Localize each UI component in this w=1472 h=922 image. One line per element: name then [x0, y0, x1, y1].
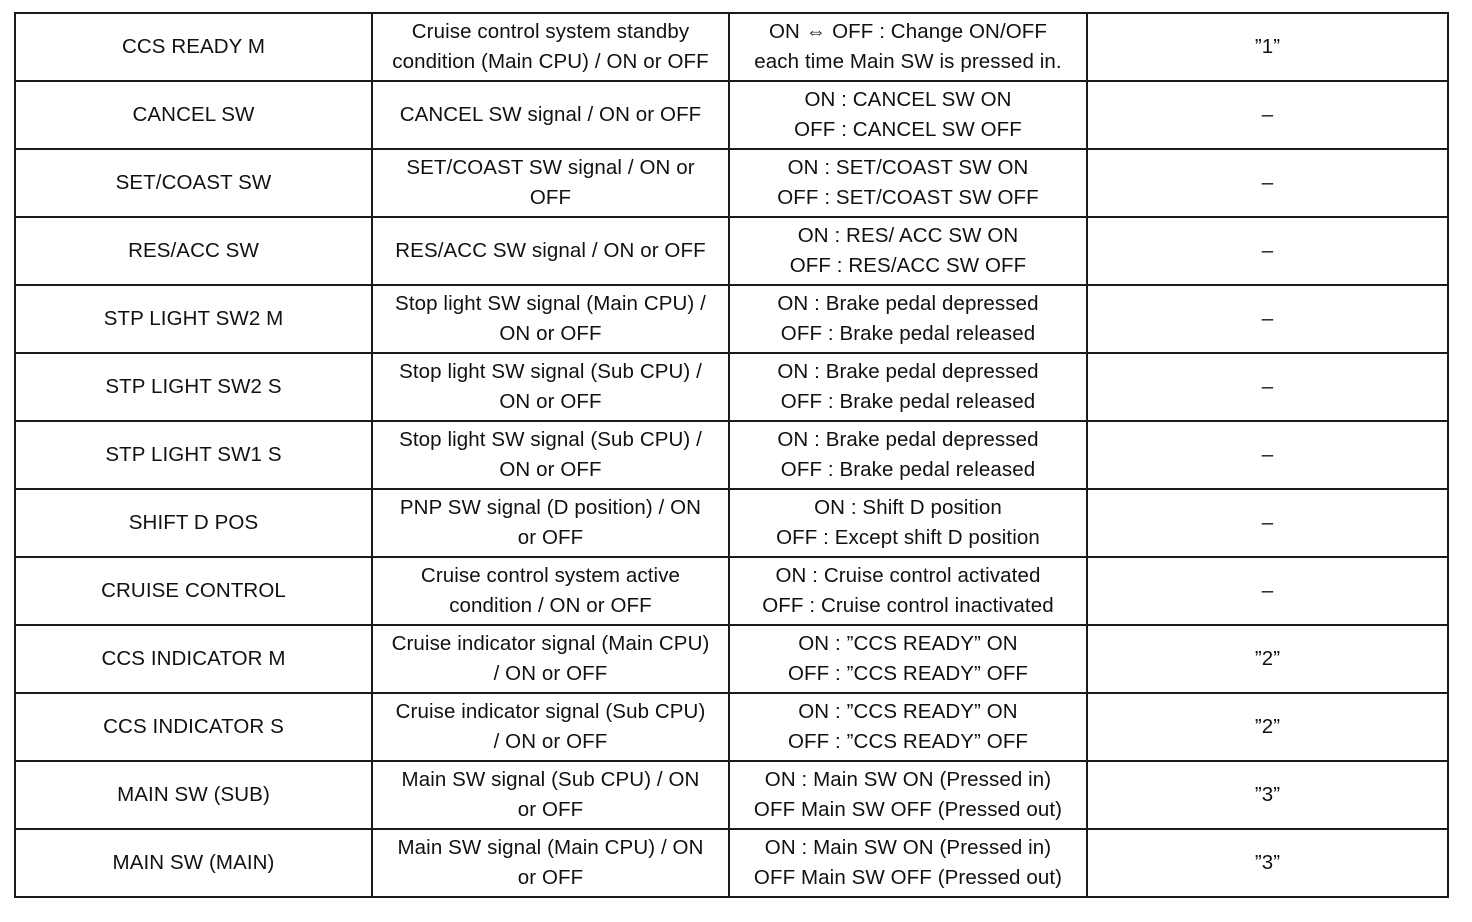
reference-text: – — [1261, 171, 1274, 194]
reference-cell — [1087, 421, 1448, 489]
value-line: ON : SET/COAST SW ON — [787, 156, 1029, 179]
description-line: Stop light SW signal (Sub CPU) / — [399, 360, 702, 383]
reference-cell — [1087, 761, 1448, 829]
value-cell — [729, 421, 1087, 489]
reference-cell — [1087, 625, 1448, 693]
reference-cell — [1087, 285, 1448, 353]
reference-text: – — [1261, 239, 1274, 262]
item-name: SHIFT D POS — [128, 511, 259, 534]
value-line: OFF : Brake pedal released — [780, 390, 1036, 413]
item-cell — [15, 81, 372, 149]
reference-text: – — [1261, 443, 1274, 466]
description-line: ON or OFF — [499, 390, 602, 413]
reference-cell — [1087, 217, 1448, 285]
item-cell — [15, 217, 372, 285]
table-row — [15, 217, 1448, 285]
value-line: ON : Main SW ON (Pressed in) — [764, 836, 1052, 859]
value-cell — [729, 353, 1087, 421]
description-line: OFF — [529, 186, 572, 209]
description-line: / ON or OFF — [493, 662, 608, 685]
item-cell — [15, 625, 372, 693]
item-cell — [15, 489, 372, 557]
value-line: ON : CANCEL SW ON — [804, 88, 1012, 111]
table-row — [15, 557, 1448, 625]
table-row — [15, 761, 1448, 829]
item-name: MAIN SW (MAIN) — [112, 851, 275, 874]
description-line: ON or OFF — [499, 322, 602, 345]
description-line: or OFF — [517, 798, 584, 821]
value-line: ON : Brake pedal depressed — [777, 292, 1039, 315]
reference-cell — [1087, 149, 1448, 217]
table-row — [15, 13, 1448, 81]
value-line: ON ⇔ OFF : Change ON/OFF — [768, 20, 1048, 43]
value-line: ON : Cruise control activated — [775, 564, 1041, 587]
value-cell — [729, 149, 1087, 217]
reference-cell — [1087, 13, 1448, 81]
item-cell — [15, 353, 372, 421]
reference-text: – — [1261, 579, 1274, 602]
description-line: or OFF — [517, 526, 584, 549]
reference-cell — [1087, 353, 1448, 421]
reference-cell — [1087, 829, 1448, 897]
value-line: OFF Main SW OFF (Pressed out) — [753, 798, 1063, 821]
description-line: Cruise indicator signal (Main CPU) — [391, 632, 710, 655]
value-line: ON : ”CCS READY” ON — [798, 700, 1018, 723]
item-cell — [15, 13, 372, 81]
item-name: MAIN SW (SUB) — [117, 783, 270, 806]
table-row — [15, 625, 1448, 693]
value-line: ON : ”CCS READY” ON — [798, 632, 1018, 655]
value-line: OFF : CANCEL SW OFF — [794, 118, 1022, 141]
value-line: OFF : SET/COAST SW OFF — [777, 186, 1039, 209]
item-name: STP LIGHT SW2 S — [105, 375, 282, 398]
value-line: OFF : RES/ACC SW OFF — [789, 254, 1027, 277]
value-cell — [729, 829, 1087, 897]
value-cell — [729, 81, 1087, 149]
item-name: SET/COAST SW — [115, 171, 272, 194]
description-cell — [372, 81, 729, 149]
description-line: or OFF — [517, 866, 584, 889]
value-line: ON : RES/ ACC SW ON — [797, 224, 1019, 247]
table-row — [15, 81, 1448, 149]
description-cell — [372, 693, 729, 761]
description-line: condition (Main CPU) / ON or OFF — [392, 50, 709, 73]
value-line: OFF : Brake pedal released — [780, 458, 1036, 481]
value-cell — [729, 761, 1087, 829]
table-row — [15, 421, 1448, 489]
value-line: OFF : Cruise control inactivated — [762, 594, 1054, 617]
reference-text: ”1” — [1254, 35, 1281, 58]
description-line: SET/COAST SW signal / ON or — [406, 156, 695, 179]
description-cell — [372, 489, 729, 557]
description-line: Main SW signal (Sub CPU) / ON — [401, 768, 700, 791]
item-cell — [15, 149, 372, 217]
description-line: ON or OFF — [499, 458, 602, 481]
reference-cell — [1087, 693, 1448, 761]
value-line: ON : Brake pedal depressed — [777, 360, 1039, 383]
reference-cell — [1087, 557, 1448, 625]
data-list-table — [14, 12, 1449, 898]
value-line: ON : Shift D position — [814, 496, 1002, 519]
value-cell — [729, 489, 1087, 557]
description-cell — [372, 557, 729, 625]
value-cell — [729, 285, 1087, 353]
item-cell — [15, 829, 372, 897]
item-cell — [15, 761, 372, 829]
table-row — [15, 285, 1448, 353]
table-row — [15, 489, 1448, 557]
value-line: each time Main SW is pressed in. — [754, 50, 1062, 73]
item-name: CCS READY M — [121, 35, 266, 58]
item-cell — [15, 557, 372, 625]
item-name: CANCEL SW — [132, 103, 255, 126]
value-line: OFF : Brake pedal released — [780, 322, 1036, 345]
description-cell — [372, 217, 729, 285]
value-cell — [729, 217, 1087, 285]
description-cell — [372, 761, 729, 829]
description-line: Stop light SW signal (Sub CPU) / — [399, 428, 702, 451]
description-cell — [372, 285, 729, 353]
table-row — [15, 829, 1448, 897]
description-line: / ON or OFF — [493, 730, 608, 753]
description-cell — [372, 13, 729, 81]
item-name: CRUISE CONTROL — [101, 579, 286, 602]
value-line: OFF : ”CCS READY” OFF — [787, 662, 1029, 685]
item-name: CCS INDICATOR M — [101, 647, 286, 670]
description-line: Cruise control system standby — [411, 20, 690, 43]
description-line: CANCEL SW signal / ON or OFF — [399, 103, 702, 126]
description-cell — [372, 353, 729, 421]
reference-text: ”2” — [1254, 715, 1281, 738]
reference-text: – — [1261, 511, 1274, 534]
value-line: ON : Main SW ON (Pressed in) — [764, 768, 1052, 791]
reference-text: ”3” — [1254, 851, 1281, 874]
reference-text: – — [1261, 307, 1274, 330]
item-name: RES/ACC SW — [128, 239, 259, 262]
reference-cell — [1087, 489, 1448, 557]
table-row — [15, 353, 1448, 421]
table-row — [15, 149, 1448, 217]
description-cell — [372, 149, 729, 217]
description-line: Main SW signal (Main CPU) / ON — [397, 836, 704, 859]
description-cell — [372, 625, 729, 693]
reference-cell — [1087, 81, 1448, 149]
item-cell — [15, 693, 372, 761]
description-line: PNP SW signal (D position) / ON — [399, 496, 702, 519]
description-line: Cruise control system active — [420, 564, 681, 587]
description-line: Stop light SW signal (Main CPU) / — [395, 292, 706, 315]
description-line: condition / ON or OFF — [449, 594, 652, 617]
value-cell — [729, 693, 1087, 761]
value-line: OFF : ”CCS READY” OFF — [787, 730, 1029, 753]
item-cell — [15, 421, 372, 489]
value-cell — [729, 13, 1087, 81]
description-line: RES/ACC SW signal / ON or OFF — [395, 239, 706, 262]
item-name: CCS INDICATOR S — [103, 715, 284, 738]
description-line: Cruise indicator signal (Sub CPU) — [395, 700, 706, 723]
reference-text: ”2” — [1254, 647, 1281, 670]
reference-text: – — [1261, 103, 1274, 126]
item-name: STP LIGHT SW1 S — [105, 443, 282, 466]
value-line: ON : Brake pedal depressed — [777, 428, 1039, 451]
reference-text: – — [1261, 375, 1274, 398]
item-cell — [15, 285, 372, 353]
value-line: OFF : Except shift D position — [776, 526, 1040, 549]
value-cell — [729, 557, 1087, 625]
description-cell — [372, 421, 729, 489]
value-line: OFF Main SW OFF (Pressed out) — [753, 866, 1063, 889]
table-row — [15, 693, 1448, 761]
item-name: STP LIGHT SW2 M — [103, 307, 284, 330]
reference-text: ”3” — [1254, 783, 1281, 806]
value-cell — [729, 625, 1087, 693]
description-cell — [372, 829, 729, 897]
